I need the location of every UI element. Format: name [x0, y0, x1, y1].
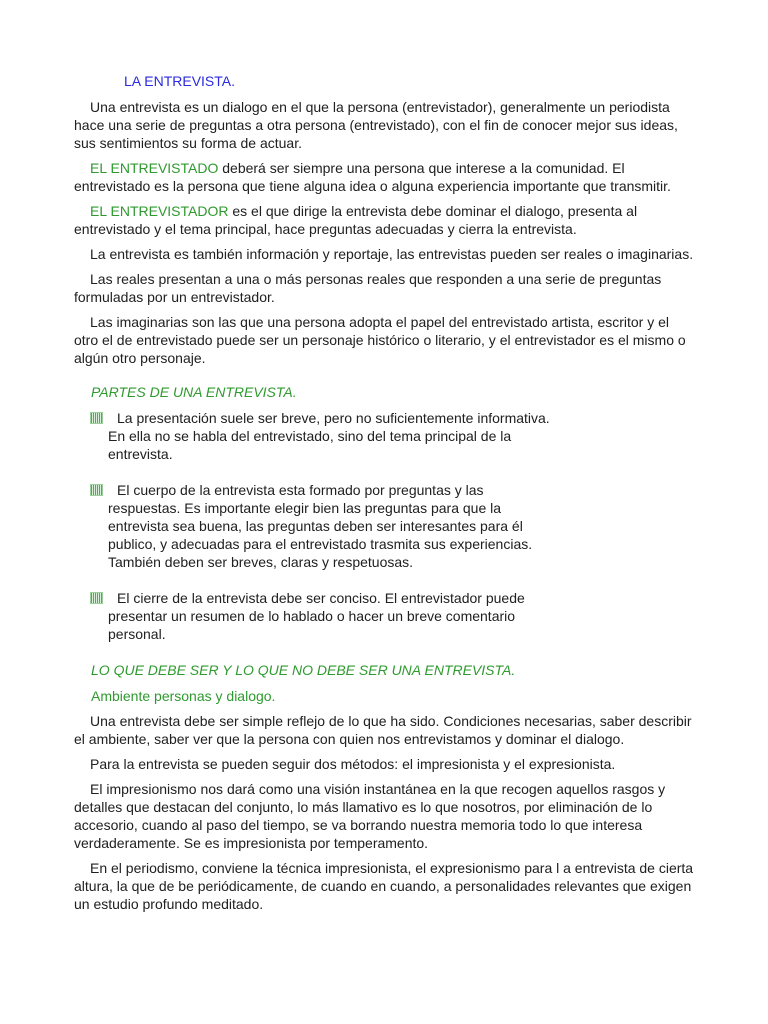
- list-item-text: El cierre de la entrevista debe ser conciso. El entrevistador puede presentar un resumen de lo hablado o hacer un breve comentario personal.: [108, 590, 525, 642]
- paragraph: Para la entrevista se pueden seguir dos métodos: el impresionista y el expresionista.: [90, 756, 616, 772]
- paragraph: En el periodismo, conviene la técnica impresionista, el expresionismo para l a entrevista de cierta altura, la que de be periódicamente, de cuando en cuando, a personalidades relevantes que exigen un estudio profundo meditado.: [74, 860, 694, 912]
- list-item-text: La presentación suele ser breve, pero no suficientemente informativa. En ella no se habla del entrevistado, sino del tema principal de la entrevista.: [108, 410, 550, 462]
- entrevistador-paragraph: [74, 202, 694, 238]
- parts-heading: PARTES DE UNA ENTREVISTA.: [91, 384, 297, 400]
- paragraph: El impresionismo nos dará como una visión instantánea en la que recogen aquellos rasgos y detalles que destacan del conjunto, lo más llamativo es lo que nosotros, por eliminación de lo accesorio, cuando al paso del tiempo, se va borrando nuestra memoria todo lo que interesa verdaderamente. Se es impresionista por temperamento.: [74, 781, 666, 851]
- entrevistado-text: deberá ser siempre una persona que interese a la comunidad. El entrevistado es la persona que tiene alguna idea o alguna experiencia importante que transmitir.: [74, 160, 671, 194]
- entrevistador-term: EL ENTREVISTADOR: [90, 203, 229, 219]
- bullet-icon: [90, 484, 103, 496]
- intro-paragraph: Una entrevista es un dialogo en el que la persona (entrevistador), generalmente un periodista hace una serie de preguntas a otra persona (entrevistado), con el fin de conocer mejor sus ideas, sus sentimientos su forma de actuar.: [74, 99, 678, 151]
- paragraph: La entrevista es también información y reportaje, las entrevistas pueden ser reales o imaginarias.: [90, 246, 694, 262]
- bullet-icon: [90, 592, 103, 604]
- should-heading: LO QUE DEBE SER Y LO QUE NO DEBE SER UNA ENTREVISTA.: [91, 662, 516, 678]
- list-item: [108, 589, 554, 643]
- list-item: [108, 481, 554, 571]
- entrevistado-term: EL ENTREVISTADO: [90, 160, 219, 176]
- paragraph: Las imaginarias son las que una persona adopta el papel del entrevistado artista, escritor y el otro el de entrevistado puede ser un personaje histórico o literario, y el entrevistador es el mismo o algún otro personaje.: [74, 314, 686, 366]
- list-item: [108, 409, 554, 463]
- entrevistador-text: es el que dirige la entrevista debe dominar el dialogo, presenta al entrevistado y el tema principal, hace preguntas adecuadas y cierra la entrevista.: [74, 203, 638, 237]
- bullet-icon: [90, 412, 103, 424]
- entrevistado-paragraph: [74, 159, 694, 195]
- document-title: LA ENTREVISTA.: [124, 73, 235, 89]
- parts-list: [74, 409, 694, 643]
- paragraph: Las reales presentan a una o más personas reales que responden a una serie de preguntas formuladas por un entrevistador.: [74, 271, 662, 305]
- list-item-text: El cuerpo de la entrevista esta formado por preguntas y las respuestas. Es importante elegir bien las preguntas para que la entrevista sea buena, las preguntas deben ser interesantes para él publico, y adecuadas para el entrevistado trasmita sus experiencias. También deben ser breves, claras y respetuosas.: [108, 482, 533, 570]
- should-subheading: Ambiente personas y dialogo.: [91, 688, 276, 704]
- paragraph: Una entrevista debe ser simple reflejo de lo que ha sido. Condiciones necesarias, saber describir el ambiente, saber ver que la persona con quien nos entrevistamos y dominar el dialogo.: [74, 713, 692, 747]
